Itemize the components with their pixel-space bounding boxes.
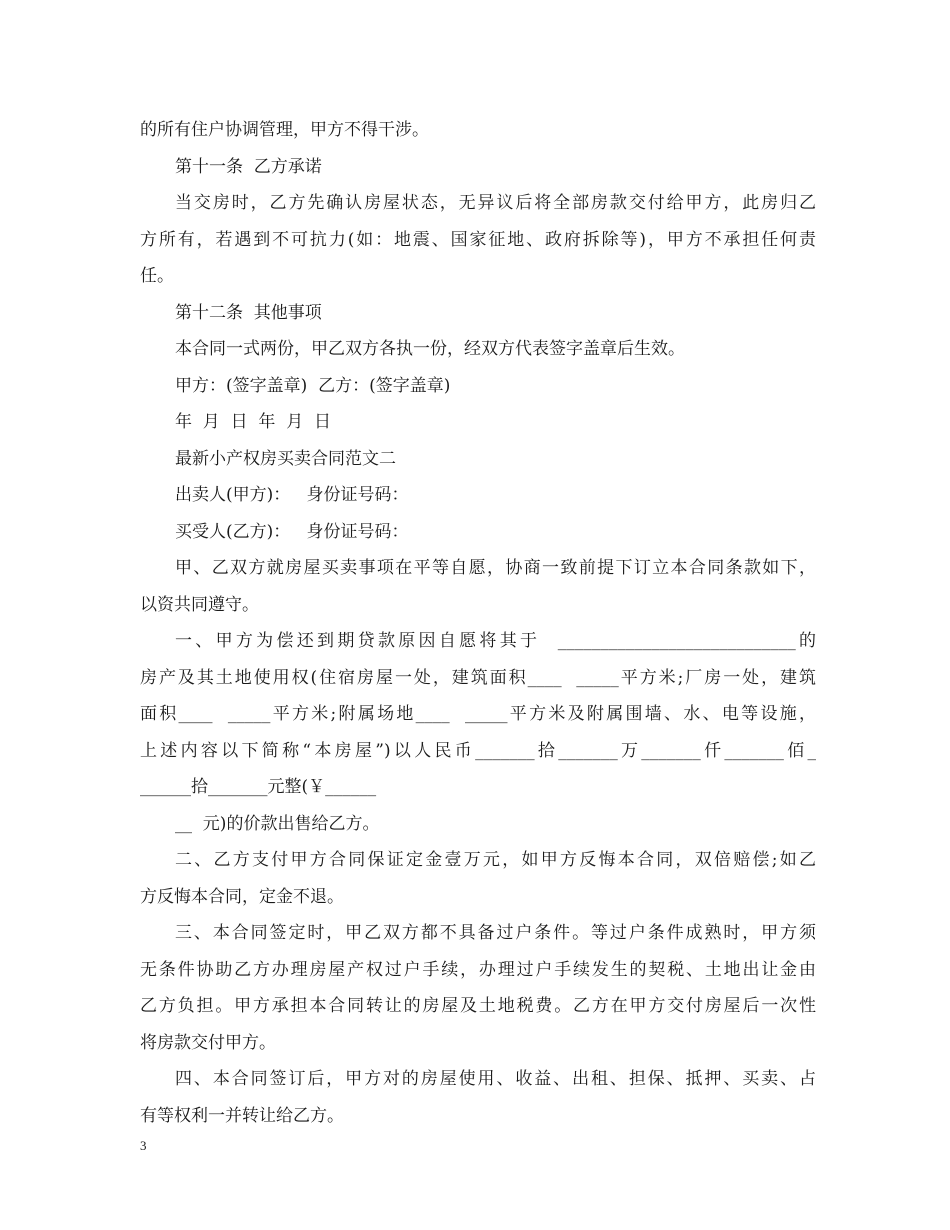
text-line: 无条件协助乙方办理房屋产权过户手续，办理过户手续发生的契税、土地出让金由: [140, 959, 816, 980]
text-line: 当交房时，乙方先确认房屋状态，无异议后将全部房款交付给甲方，此房归乙: [175, 193, 816, 213]
text-line: ______拾_______元整(￥______: [140, 777, 377, 797]
text-line: 第十二条 其他事项: [175, 302, 322, 323]
document-body: [140, 112, 816, 1134]
text-line: 以资共同遵守。: [140, 594, 259, 615]
text-line: 二、乙方支付甲方合同保证定金壹万元，如甲方反悔本合同，双倍赔偿;如乙: [175, 850, 816, 870]
text-line: 四、本合同签订后，甲方对的房屋使用、收益、出租、担保、抵押、买卖、占: [175, 1069, 816, 1089]
page-number: 3: [140, 1138, 147, 1153]
text-line: 第十一条 乙方承诺: [175, 156, 322, 177]
text-line: 的所有住户协调管理，甲方不得干涉。: [140, 120, 429, 140]
text-line: 甲方：(签字盖章) 乙方：(签字盖章): [175, 375, 451, 396]
text-line: 买受人(乙方)： 身份证号码：: [175, 521, 409, 542]
text-line: 本合同一式两份，甲乙双方各执一份，经双方代表签字盖章后生效。: [175, 339, 685, 359]
text-line: 出卖人(甲方)： 身份证号码：: [175, 485, 409, 505]
text-line: 年 月 日 年 月 日: [175, 412, 332, 432]
text-line: 最新小产权房买卖合同范文二: [175, 448, 396, 469]
text-line: 面积____ _____平方米;附属场地____ _____平方米及附属围墙、水、电等设施，: [140, 704, 816, 724]
text-line: 将房款交付甲方。: [140, 1032, 276, 1053]
text-line: 任。: [140, 266, 174, 286]
text-line: 三、本合同签定时，甲乙双方都不具备过户条件。等过户条件成熟时，甲方须: [175, 923, 816, 943]
text-line: 房产及其土地使用权(住宿房屋一处，建筑面积____ _____平方米;厂房一处，建筑: [140, 667, 816, 688]
text-line: 乙方负担。甲方承担本合同转让的房屋及土地税费。乙方在甲方交付房屋后一次性: [140, 996, 816, 1016]
text-line: 一、甲方为偿还到期贷款原因自愿将其于 ____________________________的: [175, 631, 816, 651]
text-line: 甲、乙双方就房屋买卖事项在平等自愿，协商一致前提下订立本合同条款如下，: [175, 558, 816, 578]
text-line: 方所有，若遇到不可抗力(如：地震、国家征地、政府拆除等)，甲方不承担任何责: [140, 229, 816, 250]
text-line: 方反悔本合同，定金不退。: [140, 886, 344, 907]
text-line: 有等权利一并转让给乙方。: [140, 1105, 344, 1126]
text-line: __ 元)的价款出售给乙方。: [175, 813, 380, 834]
text-line: 上述内容以下简称“本房屋”)以人民币_______拾_______万_______仟_______佰_: [140, 740, 816, 761]
